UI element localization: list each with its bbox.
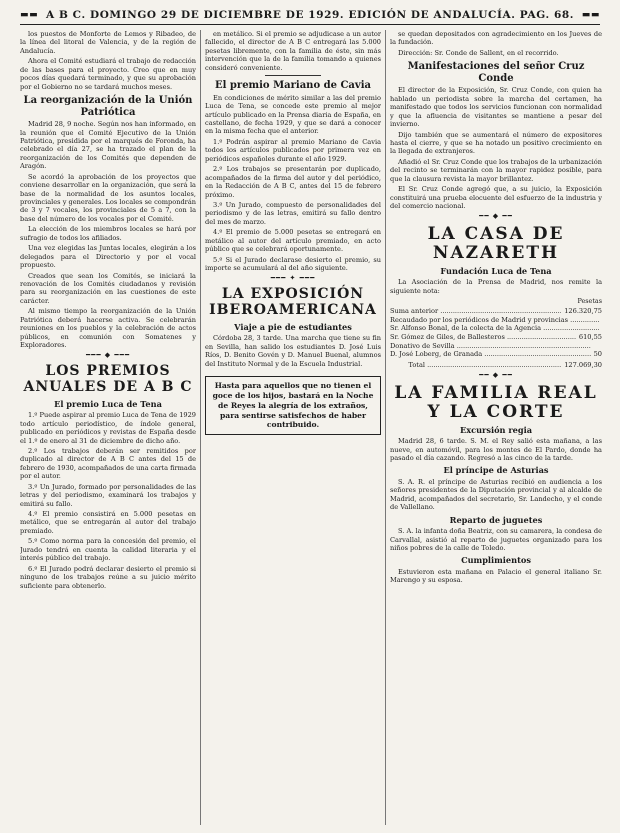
principe-asturias-subhead: El príncipe de Asturias xyxy=(443,465,549,476)
reparto-juguetes-subhead: Reparto de juguetes xyxy=(449,514,543,525)
ornament-divider: ━━ ◆ ━━ xyxy=(479,212,513,221)
paragraph: 4.º El premio consistirá en 5.000 pesetas en metálico, que se entregarán al autor del trabajo premiado. xyxy=(20,510,196,535)
fundacion-intro: La Asociación de la Prensa de Madrid, nos remite la siguiente nota: xyxy=(390,278,602,295)
paragraph: 3.º Un Jurado, formado por personalidades de las letras y del periodismo, examinará los trabajos y emitirá su fallo. xyxy=(20,482,196,508)
paragraph: Creados que sean los Comités, se iniciará la renovación de los Comités ciudadanos y revisión para su reorganización en las cuestiones de este carácter. xyxy=(20,271,196,305)
ledger-label: D. José Loberg, de Granada ..... xyxy=(390,350,591,359)
ledger-amount xyxy=(599,316,602,325)
ledger-label: Sr. Alfonso Bonal, de la colecta de la Agencia ..... xyxy=(390,324,599,333)
paragraph: en metálico. Si el premio se adjudicase a un autor fallecido, el director de A B C entregará las 5.000 pesetas libremente, con la familia de éste, sin más intervención que la de la familia tomando a quienes consideró conveniente. xyxy=(205,30,381,72)
paragraph: 4.º El premio de 5.000 pesetas se entregará en metálico al autor del artículo premiado, en acto público que se celebrará oportunamente. xyxy=(205,228,381,254)
paragraph: los puestos de Monforte de Lemos y Ribadeo, de la línea del litoral de Valencia, y de la región de Andalucía. xyxy=(20,30,196,55)
ledger-label: Sr. Gómez de Giles, de Ballesteros ..... xyxy=(390,333,576,342)
ledger-row xyxy=(390,307,602,316)
paragraph: Dijo también que se aumentará el número de expositores hasta el cierre, y que se ha notado un positivo crecimiento en la llegada de extranjeros. xyxy=(390,130,602,156)
paragraph: 5.º Si el Jurado declarase desierto el premio, su importe se acumulará al del año siguiente. xyxy=(205,255,381,272)
premio-cavia-headline: El premio Mariano de Cavia xyxy=(215,80,371,92)
ledger-header: Pesetas xyxy=(577,297,602,306)
paragraph: Añadió el Sr. Cruz Conde que los trabajos de la urbanización del recinto se terminarán con la mayor rapidez posible, para que la clausura revista la mayor brillantez. xyxy=(390,157,602,183)
paragraph: 3.º Un Jurado, compuesto de personalidades del periodismo y de las letras, emitirá su fallo dentro del mes de marzo. xyxy=(205,200,381,226)
ledger-row xyxy=(390,316,602,325)
casa-nazareth-headline: LA CASA DE NAZARETH xyxy=(427,224,565,264)
paragraph: 2.º Los trabajos deberán ser remitidos por duplicado al director de A B C antes del 15 de febrero de 1930, acompañados de una carta firmada por el autor. xyxy=(20,446,196,481)
ledger-label: Recaudado por los periódicos de Madrid y provincias ..... xyxy=(390,316,599,325)
paragraph: Ahora el Comité estudiará el trabajo de redacción de las bases para el proyecto. Creo que en muy pocos días quedará terminado, y que su aprobación por el Gobierno no se tardará muchos meses. xyxy=(20,57,196,91)
masthead-left-mark: ▬▬ xyxy=(20,10,39,20)
masthead-date-edition: DOMINGO 29 DE DICIEMBRE DE 1929. EDICIÓN DE ANDALUCÍA. PAG. 68. xyxy=(89,9,575,21)
ledger-amount: 610,55 xyxy=(578,333,602,342)
premios-anuales-headline: LOS PREMIOS ANUALES DE A B C xyxy=(23,363,193,396)
paragraph: El director de la Exposición, Sr. Cruz Conde, con quien ha hablado un periodista sobre la marcha del certamen, ha manifestado que todos los servicios funcionan con normalidad y que la afluencia de visitantes se mantiene a pesar del invierno. xyxy=(390,86,602,129)
paragraph: Una vez elegidas las Juntas locales, elegirán a los delegados para el Directorio y por el vocal propuesto. xyxy=(20,244,196,270)
ornament-divider: ━━━ ✦ ━━━ xyxy=(270,274,316,283)
paragraph: Al mismo tiempo la reorganización de la Unión Patriótica deberá hacerse activa. Se celebrarán reuniones en los pueblos y la celebración de actos públicos, en comunión con Somatenes y Exploradores. xyxy=(20,307,196,349)
col1-intro xyxy=(20,30,196,91)
paragraph: S. A. la infanta doña Beatriz, con su camarera, la condesa de Carvallal, asistió al reparto de juguetes organizado para los niños pobres de la calle de Toledo. xyxy=(390,527,602,553)
ledger-row xyxy=(390,333,602,342)
union-patriotica-headline: La reorganización de la Unión Patriótica xyxy=(23,95,193,118)
ledger-label: Suma anterior ..... xyxy=(390,307,561,316)
ledger-amount xyxy=(599,324,602,333)
masthead-abc: A B C. xyxy=(45,9,86,21)
paragraph: 2.º Los trabajos se presentarán por duplicado, acompañados de la firma del autor y del periódico, en la Redacción de A B C, antes del 15 de febrero próximo. xyxy=(205,165,381,199)
paragraph: S. A. R. el príncipe de Asturias recibió en audiencia a los señores presidentes de la Diputación provincial y al alcalde de Madrid, acompañados del secretario, Sr. Landecho, y el conde de Vallellano. xyxy=(390,477,602,512)
paragraph: 1.º Podrán aspirar al premio Mariano de Cavia todos los artículos publicados por primera vez en periódicos españoles durante el año 1929. xyxy=(205,137,381,163)
col2-intro xyxy=(205,30,381,72)
ledger-amount: 126.320,75 xyxy=(564,307,602,316)
col3-intro xyxy=(390,30,602,57)
paragraph: En condiciones de mérito similar a las del premio Luca de Tena, se concede este premio al mejor artículo publicado en la Prensa diaria de España, en castellano, de fecha 1929, y que se dará a conocer en la misma fecha que el anterior. xyxy=(205,93,381,136)
principe-asturias-body xyxy=(390,478,602,512)
paragraph: 6.º El Jurado podrá declarar desierto el premio si ninguno de los trabajos reúne a su juicio mérito suficiente para obtenerlo. xyxy=(20,564,196,590)
ledger-row xyxy=(390,350,602,359)
premio-cavia-body xyxy=(205,94,381,273)
column-rule-1 xyxy=(200,30,201,825)
ledger-label: Donativo de Sevilla ..... xyxy=(390,342,599,351)
column-1 xyxy=(20,30,196,825)
paragraph: Madrid 28, 9 noche. Según nos han informado, en la reunión que el Comité Ejecutivo de la Unión Patriótica, presidida por el marqués de Foronda, ha celebrado el día 27, se ha trazado el plan de la reorganización de los Comités que dependen de Aragón. xyxy=(20,120,196,171)
paragraph: El Sr. Cruz Conde agregó que, a su juicio, la Exposición constituirá una prueba elocuente del esfuerzo de la industria y del comercio nacional. xyxy=(390,185,602,210)
cumplimientos-body xyxy=(390,568,602,585)
divider-rule xyxy=(265,75,321,76)
ledger-total-label: Total ..... xyxy=(390,361,561,370)
paragraph: La elección de los miembros locales se hará por sufragio de todos los afiliados. xyxy=(20,225,196,242)
paragraph: se quedan depositados con agradecimiento en los Jueves de la fundación. xyxy=(390,30,602,47)
paragraph: Se acordó la aprobación de los proyectos que conviene desarrollar en la organización, que será la base de la normalidad de los asuntos locales, provinciales y generales. Los locales se compondrán de 3 y 7 vocales, los provinciales de 5 a 7, con la base del número de los vocales por el Comité. xyxy=(20,172,196,223)
reparto-juguetes-body xyxy=(390,527,602,552)
premio-luca-subhead: El premio Luca de Tena xyxy=(54,398,162,409)
viaje-estudiantes-body xyxy=(205,334,381,368)
ledger-total-row xyxy=(390,361,602,370)
ledger-total-amount: 127.069,30 xyxy=(564,360,602,369)
excursion-regia-body xyxy=(390,437,602,462)
viaje-estudiantes-subhead: Viaje a pie de estudiantes xyxy=(234,321,352,332)
premio-luca-body xyxy=(20,411,196,590)
paragraph: Dirección: Sr. Conde de Sallent, en el recorrido. xyxy=(398,48,559,57)
masthead-title xyxy=(38,9,582,21)
cumplimientos-subhead: Cumplimientos xyxy=(461,555,531,566)
familia-real-headline: LA FAMILIA REAL Y LA CORTE xyxy=(394,383,598,422)
cruz-conde-headline: Manifestaciones del señor Cruz Conde xyxy=(407,61,585,84)
column-2 xyxy=(205,30,381,825)
column-rule-2 xyxy=(385,30,386,825)
fundacion-luca-subhead: Fundación Luca de Tena xyxy=(440,265,552,276)
ledger-amount xyxy=(599,342,602,351)
paragraph: 1.º Puede aspirar al premio Luca de Tena de 1929 todo artículo periodístico, de índole general, publicado en periódicos y revistas de España desde el 1.º de enero al 31 de diciembre de dicho año. xyxy=(20,411,196,445)
reyes-notice-box: Hasta para aquellos que no tienen el goce de los hijos, bastará en la Noche de Reyes la alegría de los extraños, para sentirse satisfechos de haber contribuido. xyxy=(205,376,381,435)
donations-ledger xyxy=(390,307,602,358)
paragraph: Estuvieron esta mañana en Palacio el general italiano Sr. Marengo y su esposa. xyxy=(390,567,602,585)
masthead-right-mark: ▬▬ xyxy=(581,10,600,20)
ledger-row xyxy=(390,324,602,333)
cruz-conde-body xyxy=(390,86,602,210)
ornament-divider: ━━ ◆ ━━ xyxy=(479,371,513,380)
exposicion-headline: LA EXPOSICIÓN IBEROAMERICANA xyxy=(209,286,377,319)
masthead xyxy=(20,6,600,25)
column-3 xyxy=(390,30,602,825)
ledger-row xyxy=(390,342,602,351)
excursion-regia-subhead: Excursión regia xyxy=(459,424,533,435)
ledger-amount: 50 xyxy=(593,350,602,359)
paragraph: 5.º Como norma para la concesión del premio, el Jurado tendrá en cuenta la calidad literaria y el interés público del trabajo. xyxy=(20,537,196,563)
ornament-divider: ━━━ ◆ ━━━ xyxy=(85,351,131,360)
union-patriotica-body xyxy=(20,120,196,349)
paragraph: Madrid 28, 6 tarde. S. M. el Rey salió esta mañana, a las nueve, en automóvil, para los montes de El Pardo, donde ha pasado el día cazando. Regresó a las cinco de la tarde. xyxy=(390,437,602,462)
paragraph: Córdoba 28, 3 tarde. Una marcha que tiene su fin en Sevilla, han salido los estudiantes D. José Luis Ríos, D. Benito Govén y D. Manuel Buenal, alumnos del Instituto Normal y de la Escuela Industrial. xyxy=(205,334,381,368)
